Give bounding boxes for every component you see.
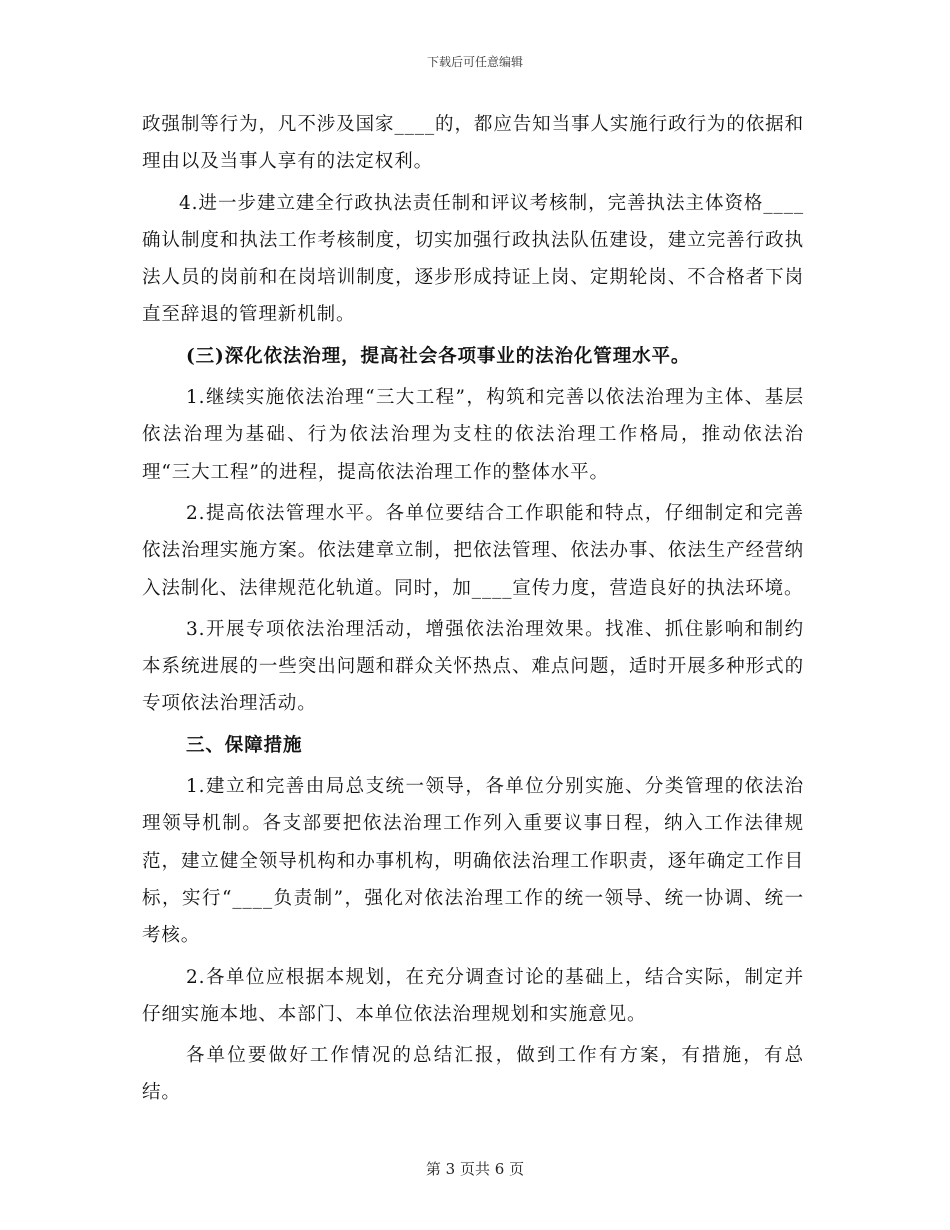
paragraph-continued: 政强制等行为，凡不涉及国家____的，都应告知当事人实施行政行为的依据和理由以及当事人享有的法定权利。 xyxy=(142,114,804,173)
paragraph-closing: 各单位要做好工作情况的总结汇报，做到工作有方案，有措施，有总结。 xyxy=(142,1045,804,1104)
paragraph-item-3: 3.开展专项依法治理活动，增强依法治理效果。找准、抓住影响和制约本系统进展的一些突出问题和群众关怀热点、难点问题，适时开展多种形式的专项依法治理活动。 xyxy=(142,618,804,715)
paragraph-item-2: 2.提高依法管理水平。各单位要结合工作职能和特点，仔细制定和完善依法治理实施方案。依法建章立制，把依法管理、依法办事、依法生产经营纳入法制化、法律规范化轨道。同时，加____宣传力度，营造良好的执法环境。 xyxy=(142,502,804,599)
paragraph-safeguard-2: 2.各单位应根据本规划，在充分调查讨论的基础上，结合实际，制定并仔细实施本地、本部门、本单位依法治理规划和实施意见。 xyxy=(142,966,804,1025)
page-header: 下载后可任意编辑 xyxy=(426,55,523,69)
section-heading-3: (三)深化依法治理，提高社会各项事业的法治化管理水平。 xyxy=(186,345,691,367)
page-number: 第 3 页共 6 页 xyxy=(425,1160,525,1178)
paragraph-item-1: 1.继续实施依法治理“三大工程”，构筑和完善以依法治理为主体、基层依法治理为基础、行为依法治理为支柱的依法治理工作格局，推动依法治理“三大工程”的进程，提高依法治理工作的整体水平。 xyxy=(142,387,804,483)
paragraph-safeguard-1: 1.建立和完善由局总支统一领导，各单位分别实施、分类管理的依法治理领导机制。各支部要把依法治理工作列入重要议事日程，纳入工作法律规范，建立健全领导机构和办事机构，明确依法治理工作职责，逐年确定工作目标，实行“____负责制”，强化对依法治理工作的统一领导、统一协调、统一考核。 xyxy=(142,776,804,947)
paragraph-item-4: 4.进一步建立建全行政执法责任制和评议考核制，完善执法主体资格____确认制度和执法工作考核制度，切实加强行政执法队伍建设，建立完善行政执法人员的岗前和在岗培训制度，逐步形成持证上岗、定期轮岗、不合格者下岗直至辞退的管理新机制。 xyxy=(142,192,804,326)
section-heading-safeguards: 三、保障措施 xyxy=(186,734,303,756)
document-body xyxy=(142,106,804,1112)
